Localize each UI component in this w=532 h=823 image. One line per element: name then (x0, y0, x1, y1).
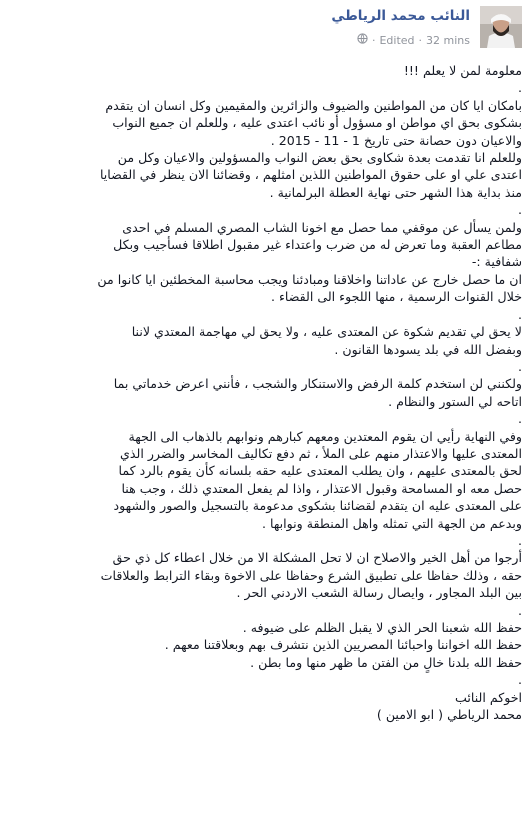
post-paragraph-opinion: وفي النهاية رأيي ان يقوم المعتدين ومعهم كبارهم ونوابهم بالذهاب الى الجهة المعتدى عليها والاعتذار منهم على الملأ ، ثم دفع تكاليف المخاسر والضرر الذي لحق بالمعتدى عليهم ، وان يطلب المعتدى عليه حقه بلسانه كأن يقوم بالرد كما حصل معه او المسامحة وقبول الاعتذار ، واذا لم يفعل المعتدي ذلك ، وجب هنا على المعتدى عليه ان يتقدم لقضائنا بشكوى مدعومة بالتسجيل والصور والشهود وبدعم من الجهة التي تمثله واهل المنطقة ونوابها . . (113, 428, 522, 548)
post-body (10, 62, 522, 723)
post-paragraph-rights: لا يحق لي تقديم شكوة عن المعتدى عليه ، ولا يحق لي مهاجمة المعتدي لاننا وبفضل الله في بلد يسودها القانون . . (131, 324, 522, 374)
author-avatar[interactable] (480, 6, 522, 48)
post-paragraph-prayers: حفظ الله شعبنا الحر الذي لا يقبل الظلم على ضيوفه . حفظ الله اخواننا واحبائنا المصريين الذين نتشرف بهم وبعلاقتنا معهم . حفظ الله بلدنا خالٍ من الفتن ما ظهر منها وما بطن . . (164, 620, 522, 688)
post-paragraph-services: ولكنني لن استخدم كلمة الرفض والاستنكار والشجب ، فأنني اعرض خدماتي بما اتاحه لي الستور والنظام . . (113, 376, 522, 427)
edited-label[interactable]: Edited (379, 33, 415, 47)
post-paragraph-position: ولمن يسأل عن موقفي مما حصل مع اخونا الشاب المصري المسلم في احدى مطاعم العقبة وما تعرض له من ضرب واعتداء غير مقبول اطلاقا فسأجيب وبكل شفافية :- ان ما حصل خارج عن عاداتنا واخلاقنا ومبادئنا ويجب محاسبة المخطئين ايا كانوا من خلال القنوات الرسمية ، منها اللجوء الى القضاء . . (97, 219, 522, 322)
post-paragraph-complaints: بامكان ايا كان من المواطنين والضيوف والزائرين والمقيمين وكل انسان ان يتقدم بشكوى بحق اي مواطن او مسؤول أو نائب اعتدى عليه ، وللعلم ان جميع النواب والاعيان دون حصانة حتى تاريخ 1 - 11 - 2015 . وللعلم انا تقدمت بعدة شكاوى بحق بعض النواب والمسؤولين والاعيان وكل من اعتدى علي او على حقوق المواطنين اللذين امثلهم ، وقضائنا الان ينظر في القضايا منذ بداية هذا الشهر حتى نهاية العطلة البرلمانية . . (99, 97, 522, 218)
author-name-link[interactable]: النائب محمد الرياطي (331, 8, 470, 24)
post-meta (357, 33, 470, 47)
post-header (10, 6, 522, 56)
post-paragraph-intro: معلومة لمن لا يعلم !!! . (403, 63, 522, 96)
meta-separator: · (418, 33, 423, 47)
post-timestamp[interactable]: 32 mins (426, 33, 470, 47)
avatar-photo (480, 6, 522, 48)
globe-icon[interactable] (357, 33, 368, 47)
post-paragraph-appeal: أرجوا من أهل الخير والاصلاح ان لا تحل المشكلة الا من خلال اعطاء كل ذي حق حقه ، وذلك حفاظا على تطبيق الشرع وحفاظا على الاخوة وبقاء الترابط والعلاقات بين البلد المجاور ، وايصال رسالة الشعب الاردني الحر . . (100, 550, 522, 618)
post-signature: اخوكم النائب محمد الرياطي ( ابو الامين ) (376, 689, 522, 723)
meta-separator-2: · (371, 33, 376, 47)
